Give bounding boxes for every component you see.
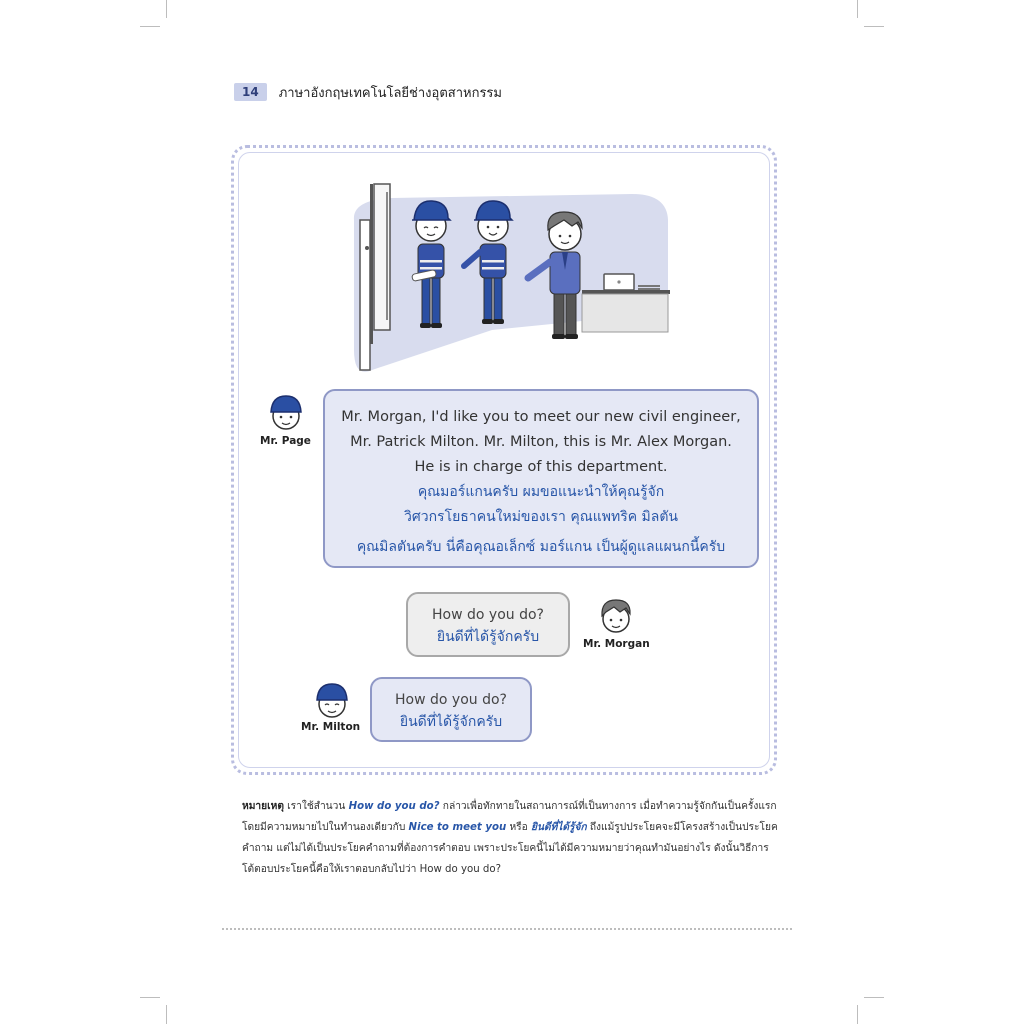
desk-icon — [582, 290, 670, 332]
bubble-thai-line: วิศวกรโยธาคนใหม่ของเรา คุณแพทริค มิลตัน — [403, 509, 679, 525]
laptop-icon — [598, 274, 638, 292]
note-highlight-phrase: ยินดีที่ได้รู้จัก — [531, 822, 587, 833]
crop-mark-top-left — [166, 0, 167, 18]
note-highlight-phrase: How do you do? — [348, 801, 440, 812]
hard-hat-icon — [317, 684, 347, 700]
note-paragraph — [242, 796, 787, 880]
crop-mark-bottom-right — [857, 1005, 858, 1024]
note-text: เราใช้สำนวน — [283, 801, 349, 812]
crop-mark-bottom-left-h — [140, 997, 160, 998]
bubble-english-line: Mr. Patrick Milton. Mr. Milton, this is Mr. Alex Morgan. — [350, 434, 732, 450]
bubble-english-line: Mr. Morgan, I'd like you to meet our new civil engineer, — [341, 409, 741, 425]
bubble-thai-line: ยินดีที่ได้รู้จักครับ — [436, 629, 540, 645]
speech-bubble-morgan — [406, 592, 570, 657]
footer-dotted-divider — [222, 928, 792, 930]
crop-mark-top-left-h — [140, 26, 160, 27]
page-header — [234, 82, 502, 102]
office-scene-illustration — [332, 180, 672, 380]
bubble-english-line: He is in charge of this department. — [414, 459, 668, 475]
avatar-mr-milton — [312, 680, 352, 720]
speaker-label-page: Mr. Page — [260, 435, 311, 447]
bubble-thai-line: ยินดีที่ได้รู้จักครับ — [399, 714, 503, 730]
note-text: กล่าวเพื่อทักทายในสถานการณ์ที่เป็นทางการ เมื่อทำความรู้จักกันเป็นครั้งแรก โดยมีความหมายไปในทำนองเดียวกับ — [242, 801, 777, 833]
note-text: ถึงแม้รูปประโยคจะมีโครงสร้างเป็นประโยคคำถาม แต่ไม่ได้เป็นประโยคคำถามที่ต้องการคำตอบ เพราะประโยคนี้ไม่ได้มีความหมายว่าคุณทำมันอย่างไร ดังนั้นวิธีการโต้ตอบประโยคนี้คือให้เราตอบกลับไปว่า How do you do? — [242, 822, 778, 875]
bubble-thai-line: คุณมอร์แกนครับ ผมขอแนะนำให้คุณรู้จัก — [417, 484, 665, 500]
note-highlight-phrase: Nice to meet you — [408, 822, 507, 833]
avatar-mr-page — [266, 392, 306, 432]
hard-hat-icon — [271, 396, 301, 412]
note-text: หรือ — [506, 822, 532, 833]
note-lead: หมายเหตุ — [242, 801, 284, 812]
crop-mark-bottom-left — [166, 1005, 167, 1024]
avatar-mr-morgan — [596, 596, 636, 636]
page-header-title: ภาษาอังกฤษเทคโนโลยีช่างอุตสาหกรรม — [278, 85, 502, 101]
crop-mark-top-right — [857, 0, 858, 18]
bubble-thai-line: คุณมิลตันครับ นี่คือคุณอเล็กซ์ มอร์แกน เป็นผู้ดูแลแผนกนี้ครับ — [356, 539, 726, 555]
page-number: 14 — [234, 83, 267, 101]
bubble-english-line: How do you do? — [432, 607, 544, 623]
speech-bubble-milton — [370, 677, 532, 742]
speaker-label-milton: Mr. Milton — [301, 721, 361, 733]
bubble-english-line: How do you do? — [395, 692, 507, 708]
crop-mark-top-right-h — [864, 26, 884, 27]
crop-mark-bottom-right-h — [864, 997, 884, 998]
speaker-label-morgan: Mr. Morgan — [583, 638, 650, 650]
speech-bubble-page — [323, 389, 759, 568]
